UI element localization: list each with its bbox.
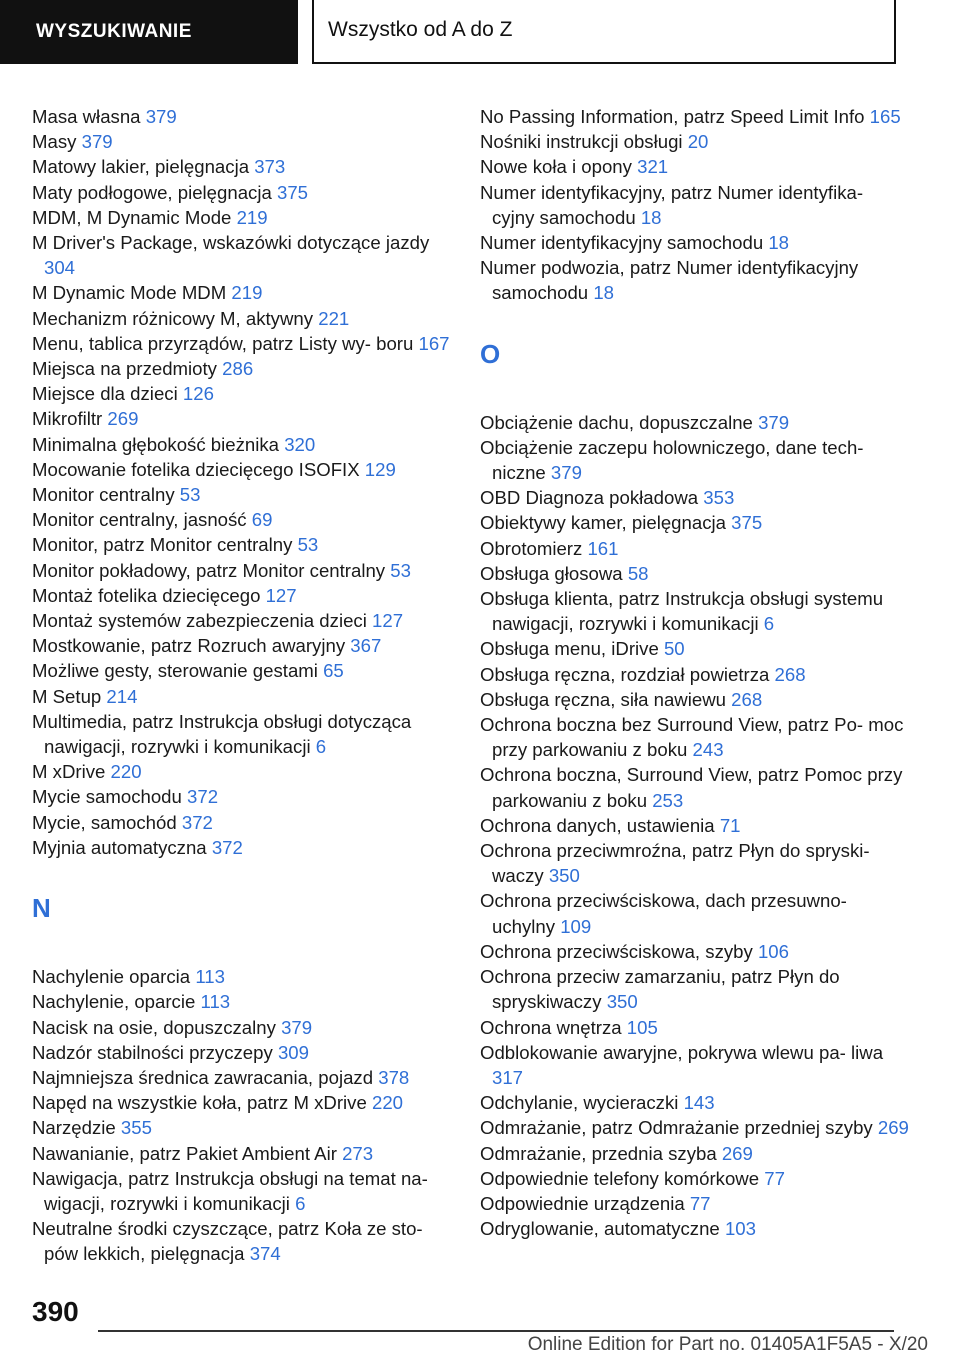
index-entry	[480, 888, 910, 938]
index-entry	[480, 687, 910, 712]
index-entry-text: Menu, tablica przyrządów, patrz Listy wy- boru	[32, 332, 414, 354]
index-page-link[interactable]: 375	[276, 181, 309, 203]
index-page-link[interactable]: 372	[187, 786, 219, 808]
index-entry	[32, 280, 452, 305]
index-page-link[interactable]: 304	[44, 257, 76, 279]
index-entry	[32, 1166, 452, 1216]
index-entry-text: Monitor centralny	[32, 484, 175, 506]
index-entry	[32, 104, 452, 129]
index-entry-text: Obsługa klienta, patrz Instrukcja obsługi systemu nawigacji, rozrywki i komunikacji	[480, 588, 884, 635]
index-entry	[32, 558, 452, 583]
index-entry	[480, 813, 910, 838]
index-entry	[32, 684, 452, 709]
index-entry-text: Masa własna	[32, 106, 141, 127]
index-entry	[32, 1065, 452, 1090]
index-entry	[32, 406, 452, 431]
index-page-link[interactable]: 379	[758, 411, 790, 433]
index-entry-text: Możliwe gesty, sterowanie gestami	[32, 660, 318, 682]
index-page-link[interactable]: 355	[120, 1117, 152, 1139]
index-entry-text: Obciążenie zaczepu holowniczego, dane tech- niczne	[480, 436, 864, 484]
index-entry-text: Mechanizm różnicowy M, aktywny	[32, 307, 314, 329]
tab-wyszukiwanie[interactable]: WYSZUKIWANIE	[0, 0, 298, 64]
index-entry-text: Ochrona przeciwściskowa, dach przesuwno- uchylny	[480, 890, 847, 937]
index-page-link[interactable]: 253	[652, 789, 684, 811]
index-entry-text: Numer identyfikacyjny, patrz Numer identyfika- cyjny samochodu	[480, 181, 864, 228]
index-page-link[interactable]: 6	[315, 736, 327, 758]
index-entry-text: Miejsca na przedmioty	[32, 358, 217, 380]
index-entry-text: Odryglowanie, automatyczne	[480, 1218, 720, 1240]
index-page-link[interactable]: 214	[106, 685, 138, 707]
index-page-link[interactable]: 18	[640, 206, 662, 228]
index-entry-text: Ochrona przeciwściskowa, szyby	[480, 940, 753, 962]
index-entry	[32, 1216, 452, 1266]
index-page-link[interactable]: 53	[297, 534, 319, 556]
index-entry-text: Montaż fotelika dziecięcego	[32, 584, 261, 606]
index-page-link[interactable]: 243	[692, 739, 724, 761]
index-entry	[480, 561, 910, 586]
index-entry	[32, 507, 452, 532]
index-page-link[interactable]: 321	[637, 156, 669, 178]
index-entry	[32, 784, 452, 809]
index-entry	[32, 306, 452, 331]
index-entry-text: Obsługa ręczna, siła nawiewu	[480, 688, 726, 710]
index-entry-text: Mocowanie fotelika dziecięcego ISOFIX	[32, 458, 360, 480]
index-entry	[32, 1141, 452, 1166]
header-tabs	[0, 0, 960, 66]
index-page-link[interactable]: 220	[110, 761, 142, 783]
index-entry	[480, 1216, 910, 1241]
index-page-link[interactable]: 105	[626, 1016, 658, 1038]
index-entry	[480, 536, 910, 561]
index-entry	[32, 129, 452, 154]
index-entry-text: Nowe koła i opony	[480, 156, 632, 178]
index-entry	[480, 435, 910, 485]
index-page-link[interactable]: 373	[254, 156, 286, 178]
index-page-link[interactable]: 379	[281, 1016, 313, 1038]
index-page-link[interactable]: 220	[371, 1092, 404, 1114]
index-entry	[32, 964, 452, 989]
index-entry	[480, 1141, 910, 1166]
index-entry	[480, 129, 910, 154]
index-entry-text: Numer identyfikacyjny samochodu	[480, 232, 764, 254]
index-page-link[interactable]: 127	[265, 584, 297, 606]
index-entry-text: Ochrona danych, ustawienia	[480, 814, 715, 836]
index-entry-text: Numer podwozia, patrz Numer identyfikacyjny samochodu	[480, 257, 859, 304]
index-column-left	[32, 104, 452, 1267]
index-page-link[interactable]: 161	[587, 537, 619, 559]
index-entry	[32, 356, 452, 381]
index-entry	[480, 510, 910, 535]
index-page-link[interactable]: 165	[869, 106, 901, 127]
index-page-link[interactable]: 219	[231, 282, 263, 304]
index-entry	[480, 1090, 910, 1115]
index-entry-text: Nośniki instrukcji obsługi	[480, 131, 683, 153]
index-entry	[32, 658, 452, 683]
index-entry-text: Monitor pokładowy, patrz Monitor centralny	[32, 559, 386, 581]
index-page-link[interactable]: 378	[378, 1066, 410, 1088]
index-page-link[interactable]: 372	[211, 836, 243, 858]
index-entry	[32, 835, 452, 860]
index-entry	[480, 762, 910, 812]
index-entry	[32, 583, 452, 608]
index-entry	[480, 1040, 910, 1090]
index-entry	[480, 1115, 910, 1140]
index-entry	[480, 939, 910, 964]
index-entry-text: Monitor centralny, jasność	[32, 509, 247, 531]
index-entry-text: Obsługa menu, iDrive	[480, 638, 659, 660]
index-entry	[480, 485, 910, 510]
index-entry	[32, 457, 452, 482]
index-entry	[480, 104, 910, 129]
index-page-link[interactable]: 77	[689, 1192, 711, 1214]
index-entry-text: Montaż systemów zabezpieczenia dzieci	[32, 610, 367, 632]
index-page-link[interactable]: 106	[757, 940, 789, 962]
index-entry	[480, 1015, 910, 1040]
index-entry	[32, 205, 452, 230]
index-page-link[interactable]: 20	[687, 131, 709, 153]
index-entry-text: Monitor, patrz Monitor centralny	[32, 534, 293, 556]
index-page-link[interactable]: 219	[236, 206, 268, 228]
index-entry-text: Najmniejsza średnica zawracania, pojazd	[32, 1066, 374, 1088]
index-page-link[interactable]: 167	[418, 332, 450, 354]
index-entry-text: M xDrive	[32, 761, 106, 783]
index-entry	[32, 709, 452, 759]
index-page-link[interactable]: 353	[703, 487, 735, 509]
index-entry-text: M Driver's Package, wskazówki dotyczące jazdy	[32, 232, 430, 254]
index-entry-text: M Setup	[32, 685, 102, 707]
index-entry-text: Odpowiednie urządzenia	[480, 1192, 685, 1214]
index-entry-text: Obsługa głosowa	[480, 562, 623, 584]
index-letter-heading: O	[480, 338, 501, 369]
index-letter-heading: N	[32, 893, 51, 924]
index-page-link[interactable]: 269	[721, 1142, 753, 1164]
index-page-link[interactable]: 268	[731, 688, 763, 710]
index-page-link[interactable]: 221	[318, 307, 350, 329]
index-entry	[32, 381, 452, 406]
index-page-link[interactable]: 269	[107, 408, 139, 430]
index-entry-text: Myjnia automatyczna	[32, 836, 207, 858]
index-page-link[interactable]: 129	[364, 458, 396, 480]
index-page-link[interactable]: 320	[284, 433, 316, 455]
index-page-link[interactable]: 71	[719, 814, 741, 836]
index-entry	[32, 810, 452, 835]
index-entry-text: Masy	[32, 131, 77, 153]
index-entry-text: Obrotomierz	[480, 537, 583, 559]
index-entry-text: OBD Diagnoza pokładowa	[480, 487, 699, 509]
index-entry-text: Mostkowanie, patrz Rozruch awaryjny	[32, 635, 346, 657]
index-entry	[32, 482, 452, 507]
index-entry	[480, 662, 910, 687]
index-entry	[480, 586, 910, 636]
index-entry-text: Nawanianie, patrz Pakiet Ambient Air	[32, 1142, 337, 1164]
index-entry-text: Ochrona boczna bez Surround View, patrz Po- moc przy parkowaniu z boku	[480, 714, 904, 761]
index-entry	[32, 759, 452, 784]
index-entry	[32, 230, 452, 280]
index-page-link[interactable]: 65	[323, 660, 344, 682]
index-entry	[480, 180, 910, 230]
index-entry-text: Mycie samochodu	[32, 786, 182, 808]
index-entry-text: Ochrona przeciwmroźna, patrz Płyn do spryski- waczy	[480, 840, 870, 887]
index-page-link[interactable]: 372	[181, 811, 213, 833]
index-entry	[32, 989, 452, 1014]
index-entry	[480, 712, 910, 762]
index-entry-text: Nacisk na osie, dopuszczalny	[32, 1016, 276, 1038]
index-page-link[interactable]: 18	[593, 282, 614, 304]
page-number: 390	[32, 1296, 79, 1327]
index-entry	[480, 964, 910, 1014]
index-entry-text: Napęd na wszystkie koła, patrz M xDrive	[32, 1092, 367, 1114]
tab-section-title[interactable]: Wszystko od A do Z	[312, 0, 896, 64]
index-page-link[interactable]: 374	[249, 1243, 281, 1265]
index-page-link[interactable]: 379	[81, 131, 113, 153]
index-page-link[interactable]: 109	[560, 915, 592, 937]
index-entry	[480, 1166, 910, 1191]
index-entry	[32, 608, 452, 633]
index-page-link[interactable]: 379	[550, 462, 582, 484]
index-entry	[32, 532, 452, 557]
index-page-link[interactable]: 350	[606, 991, 638, 1013]
index-page-link[interactable]: 53	[179, 484, 201, 506]
index-entry	[32, 432, 452, 457]
index-entry	[32, 1040, 452, 1065]
index-page-link[interactable]: 127	[372, 610, 404, 632]
index-page-link[interactable]: 309	[277, 1041, 309, 1063]
index-page-link[interactable]: 69	[251, 509, 273, 531]
index-page-link[interactable]: 143	[683, 1092, 715, 1114]
index-entry-text: Nachylenie, oparcie	[32, 991, 196, 1013]
index-page-link[interactable]: 367	[350, 635, 382, 657]
index-page-link[interactable]: 77	[764, 1167, 785, 1189]
index-entry	[32, 1090, 452, 1115]
index-page-link[interactable]: 317	[492, 1066, 524, 1088]
index-entry	[480, 154, 910, 179]
index-entry-text: Nachylenie oparcia	[32, 966, 191, 988]
index-page-link[interactable]: 18	[768, 232, 790, 254]
index-page-link[interactable]: 126	[182, 383, 214, 405]
index-entry-text: Odmrażanie, patrz Odmrażanie przedniej szyby	[480, 1117, 873, 1139]
index-page-link[interactable]: 6	[295, 1192, 306, 1214]
index-entry-text: Obciążenie dachu, dopuszczalne	[480, 411, 753, 433]
index-entry-text: Narzędzie	[32, 1117, 116, 1139]
index-entry	[480, 636, 910, 661]
index-page-link[interactable]: 350	[548, 865, 580, 887]
index-page-link[interactable]: 375	[731, 512, 763, 534]
index-entry-text: Ochrona wnętrza	[480, 1016, 622, 1038]
index-entry-text: MDM, M Dynamic Mode	[32, 206, 232, 228]
index-entry	[480, 1191, 910, 1216]
index-entry-text: Odblokowanie awaryjne, pokrywa wlewu pa- liwa	[480, 1041, 884, 1063]
index-entry	[32, 331, 452, 356]
index-entry-text: Matowy lakier, pielęgnacja	[32, 156, 250, 178]
index-page-link[interactable]: 58	[627, 562, 649, 584]
index-entry-text: M Dynamic Mode MDM	[32, 282, 227, 304]
footer-divider	[98, 1330, 894, 1332]
index-entry-text: No Passing Information, patrz Speed Limit Info	[480, 106, 865, 127]
index-page-link[interactable]: 273	[342, 1142, 374, 1164]
index-entry-text: Nawigacja, patrz Instrukcja obsługi na temat na- wigacji, rozrywki i komunikacji	[32, 1167, 428, 1214]
index-entry-text: Neutralne środki czyszczące, patrz Koła ze sto- pów lekkich, pielęgnacja	[32, 1218, 423, 1265]
index-entry	[32, 1015, 452, 1040]
index-entry	[32, 154, 452, 179]
index-entry-text: Nadzór stabilności przyczepy	[32, 1041, 273, 1063]
index-entry-text: Odchylanie, wycieraczki	[480, 1092, 679, 1114]
index-entry-text: Ochrona przeciw zamarzaniu, patrz Płyn do spryskiwaczy	[480, 966, 840, 1013]
index-entry	[32, 1115, 452, 1140]
index-entry	[480, 230, 910, 255]
index-page-link[interactable]: 269	[877, 1117, 909, 1139]
index-entry-text: Obiektywy kamer, pielęgnacja	[480, 512, 726, 534]
index-entry-text: Multimedia, patrz Instrukcja obsługi dotycząca nawigacji, rozrywki i komunikacji	[32, 710, 412, 758]
index-entry	[32, 633, 452, 658]
index-page-link[interactable]: 50	[663, 638, 685, 660]
index-entry-text: Miejsce dla dzieci	[32, 383, 178, 405]
index-column-right	[480, 104, 910, 1241]
index-entry-text: Mikrofiltr	[32, 408, 103, 430]
index-entry-text: Odpowiednie telefony komórkowe	[480, 1167, 760, 1189]
index-page-link[interactable]: 268	[774, 663, 806, 685]
index-page-link[interactable]: 103	[724, 1218, 756, 1240]
index-page-link[interactable]: 6	[763, 613, 775, 635]
index-page-link[interactable]: 113	[195, 966, 225, 988]
index-page-link[interactable]: 379	[145, 106, 177, 127]
index-entry	[32, 180, 452, 205]
footer-edition-text: Online Edition for Part no. 01405A1F5A5 - X/20	[527, 1334, 928, 1355]
index-entry	[480, 838, 910, 888]
index-page-link[interactable]: 53	[390, 559, 411, 581]
index-entry-text: Minimalna głębokość bieżnika	[32, 433, 280, 455]
index-page-link[interactable]: 286	[222, 358, 254, 380]
index-entry-text: Mycie, samochód	[32, 811, 177, 833]
index-entry-text: Maty podłogowe, pielęgnacja	[32, 181, 272, 203]
index-entry	[480, 255, 910, 305]
index-entry-text: Obsługa ręczna, rozdział powietrza	[480, 663, 770, 685]
index-entry-text: Ochrona boczna, Surround View, patrz Pomoc przy parkowaniu z boku	[480, 764, 903, 811]
index-page-link[interactable]: 113	[200, 991, 231, 1013]
index-entry	[480, 410, 910, 435]
index-entry-text: Odmrażanie, przednia szyba	[480, 1142, 717, 1164]
